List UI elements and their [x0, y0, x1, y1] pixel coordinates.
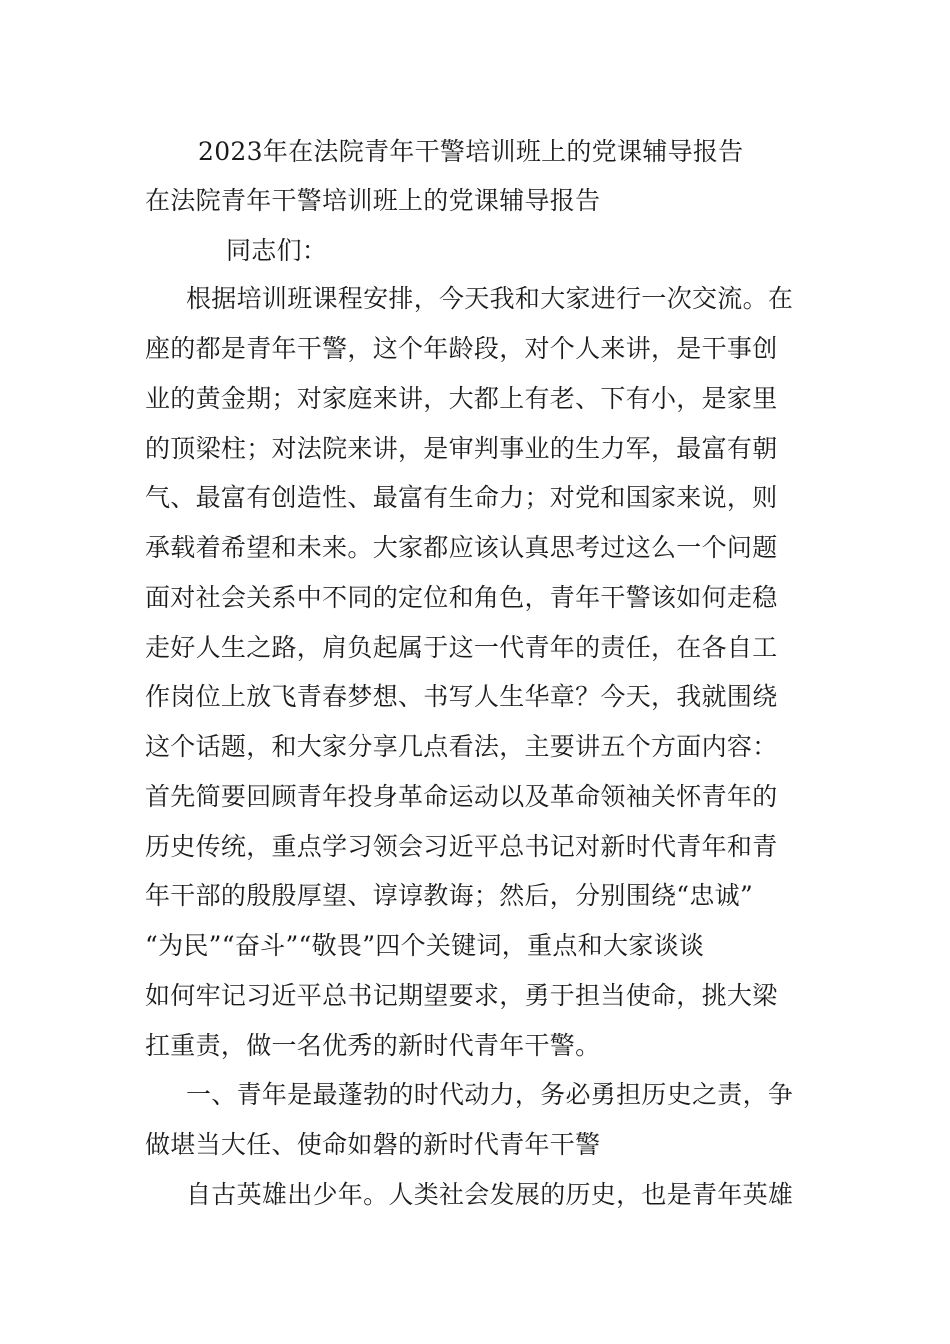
paragraph-line: 这个话题，和大家分享几点看法，主要讲五个方面内容： — [145, 732, 778, 761]
paragraph-line: 的顶梁柱；对法院来讲，是审判事业的生力军，最富有朝 — [145, 434, 778, 463]
paragraph-line: 如何牢记习近平总书记期望要求，勇于担当使命，挑大梁 — [145, 981, 778, 1010]
salutation: 同志们： — [226, 236, 328, 265]
document-subtitle: 在法院青年干警培训班上的党课辅导报告 — [145, 186, 601, 215]
paragraph-line: 走好人生之路，肩负起属于这一代青年的责任，在各自工 — [145, 633, 778, 662]
paragraph-line: 自古英雄出少年。人类社会发展的历史，也是青年英雄 — [186, 1180, 794, 1209]
paragraph-line: 首先简要回顾青年投身革命运动以及革命领袖关怀青年的 — [145, 782, 778, 811]
heading-line: 一、青年是最蓬勃的时代动力，务必勇担历史之责，争 — [186, 1080, 794, 1109]
paragraph-line: 根据培训班课程安排，今天我和大家进行一次交流。在 — [186, 284, 794, 313]
document-title: 2023年在法院青年干警培训班上的党课辅导报告 — [198, 137, 744, 166]
paragraph-line: 业的黄金期；对家庭来讲，大都上有老、下有小，是家里 — [145, 384, 778, 413]
paragraph-line: 作岗位上放飞青春梦想、书写人生华章？今天，我就围绕 — [145, 682, 778, 711]
paragraph-line: 座的都是青年干警，这个年龄段，对个人来讲，是干事创 — [145, 334, 778, 363]
paragraph-line: 面对社会关系中不同的定位和角色，青年干警该如何走稳 — [145, 583, 778, 612]
paragraph-line: 承载着希望和未来。大家都应该认真思考过这么一个问题 — [145, 533, 778, 562]
paragraph-line: 年干部的殷殷厚望、谆谆教诲；然后，分别围绕“忠诚” — [145, 881, 754, 910]
paragraph-line: “为民”“奋斗”“敬畏”四个关键词，重点和大家谈谈 — [145, 931, 705, 960]
paragraph-line: 气、最富有创造性、最富有生命力；对党和国家来说，则 — [145, 483, 778, 512]
paragraph-line: 历史传统，重点学习领会习近平总书记对新时代青年和青 — [145, 832, 778, 861]
paragraph-line: 扛重责，做一名优秀的新时代青年干警。 — [145, 1031, 601, 1060]
heading-line: 做堪当大任、使命如磐的新时代青年干警 — [145, 1130, 601, 1159]
